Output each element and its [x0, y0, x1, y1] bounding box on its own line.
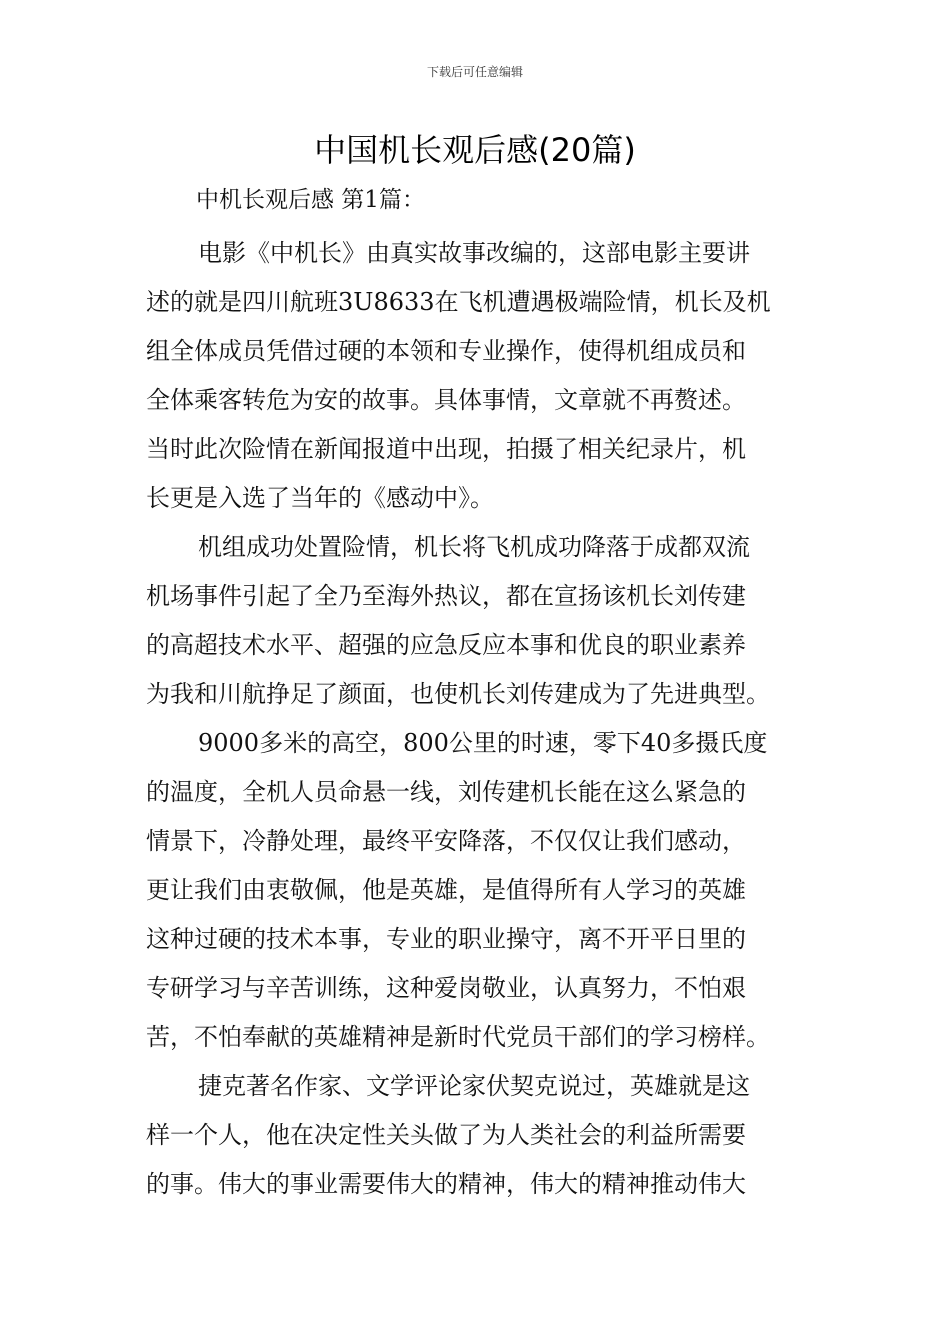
text-line: 电影《中机长》由真实故事改编的，这部电影主要讲 [198, 239, 750, 267]
text-line: 机组成功处置险情，机长将飞机成功降落于成都双流 [198, 533, 750, 561]
text-line: 为我和川航挣足了颜面，也使机长刘传建成为了先进典型。 [146, 680, 770, 708]
text-line: 更让我们由衷敬佩，他是英雄，是值得所有人学习的英雄 [146, 876, 746, 904]
text-line: 专研学习与辛苦训练，这种爱岗敬业，认真努力，不怕艰 [146, 974, 746, 1002]
text-line: 的高超技术水平、超强的应急反应本事和优良的职业素养 [146, 631, 746, 659]
text-line: 的事。伟大的事业需要伟大的精神，伟大的精神推动伟大 [146, 1170, 746, 1198]
section-heading: 中机长观后感 第1篇： [196, 187, 425, 213]
page-header-note: 下载后可任意编辑 [426, 65, 523, 79]
text-line: 情景下，冷静处理，最终平安降落，不仅仅让我们感动， [146, 827, 746, 855]
text-line: 这种过硬的技术本事，专业的职业操守，离不开平日里的 [146, 925, 746, 953]
text-line: 机场事件引起了全乃至海外热议，都在宣扬该机长刘传建 [146, 582, 746, 610]
text-line: 9000多米的高空，800公里的时速，零下40多摄氏度 [198, 729, 768, 757]
text-line: 样一个人，他在决定性关头做了为人类社会的利益所需要 [146, 1121, 746, 1149]
text-line: 述的就是四川航班3U8633在飞机遭遇极端险情，机长及机 [146, 288, 771, 316]
text-line: 的温度，全机人员命悬一线，刘传建机长能在这么紧急的 [146, 778, 746, 806]
text-line: 当时此次险情在新闻报道中出现，拍摄了相关纪录片，机 [146, 435, 746, 463]
body-text [146, 229, 810, 1209]
text-line: 组全体成员凭借过硬的本领和专业操作，使得机组成员和 [146, 337, 746, 365]
text-line: 长更是入选了当年的《感动中》。 [146, 484, 494, 512]
text-line: 全体乘客转危为安的故事。具体事情，文章就不再赘述。 [146, 386, 746, 414]
text-line: 捷克著名作家、文学评论家伏契克说过，英雄就是这 [198, 1072, 750, 1100]
text-line: 苦，不怕奉献的英雄精神是新时代党员干部们的学习榜样。 [146, 1023, 770, 1051]
document-title: 中国机长观后感(20篇) [314, 131, 636, 169]
